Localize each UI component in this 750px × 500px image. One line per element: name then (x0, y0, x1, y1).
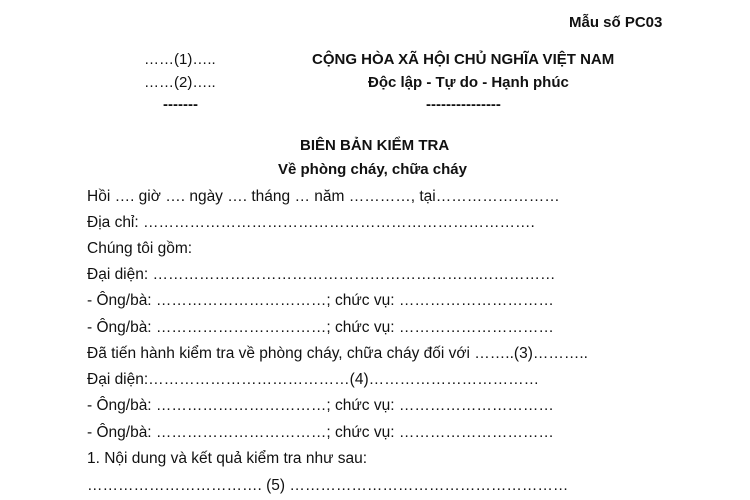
line-person-2: - Ông/bà: ……………………………; chức vụ: ………………………… (87, 319, 554, 336)
header-agency-divider: ------- (163, 96, 198, 113)
line-inspection-target: Đã tiến hành kiểm tra về phòng cháy, chữa cháy đối với ……..(3)……….. (87, 345, 588, 362)
line-content-placeholder: ……………………………. (5) ……………………………………………… (87, 477, 569, 494)
form-code: Mẫu số PC03 (569, 14, 663, 31)
line-address: Địa chỉ: …………………………………………………………………. (87, 214, 535, 231)
line-person-4: - Ông/bà: ……………………………; chức vụ: ………………………… (87, 424, 554, 441)
line-representative-2: Đại diện:…………………………………(4)…………………………… (87, 371, 540, 388)
header-agency-line-1: ……(1)….. (144, 51, 216, 68)
document-subtitle: Về phòng cháy, chữa cháy (278, 161, 467, 178)
line-person-3: - Ông/bà: ……………………………; chức vụ: ………………………… (87, 397, 554, 414)
line-members-intro: Chúng tôi gồm: (87, 240, 193, 257)
line-representative-1: Đại diện: …………………………………………………………………… (87, 266, 556, 283)
line-person-1: - Ông/bà: ……………………………; chức vụ: ………………………… (87, 292, 554, 309)
header-country-name: CỘNG HÒA XÃ HỘI CHỦ NGHĨA VIỆT NAM (312, 51, 615, 68)
header-motto: Độc lập - Tự do - Hạnh phúc (368, 74, 569, 91)
header-motto-divider: --------------- (426, 96, 501, 113)
line-section-1-heading: 1. Nội dung và kết quả kiểm tra như sau: (87, 450, 368, 467)
header-agency-line-2: ……(2)….. (144, 74, 216, 91)
line-time-place: Hồi …. giờ …. ngày …. tháng … năm …………, tại…………………… (87, 188, 560, 205)
document-title: BIÊN BẢN KIỂM TRA (300, 137, 450, 154)
